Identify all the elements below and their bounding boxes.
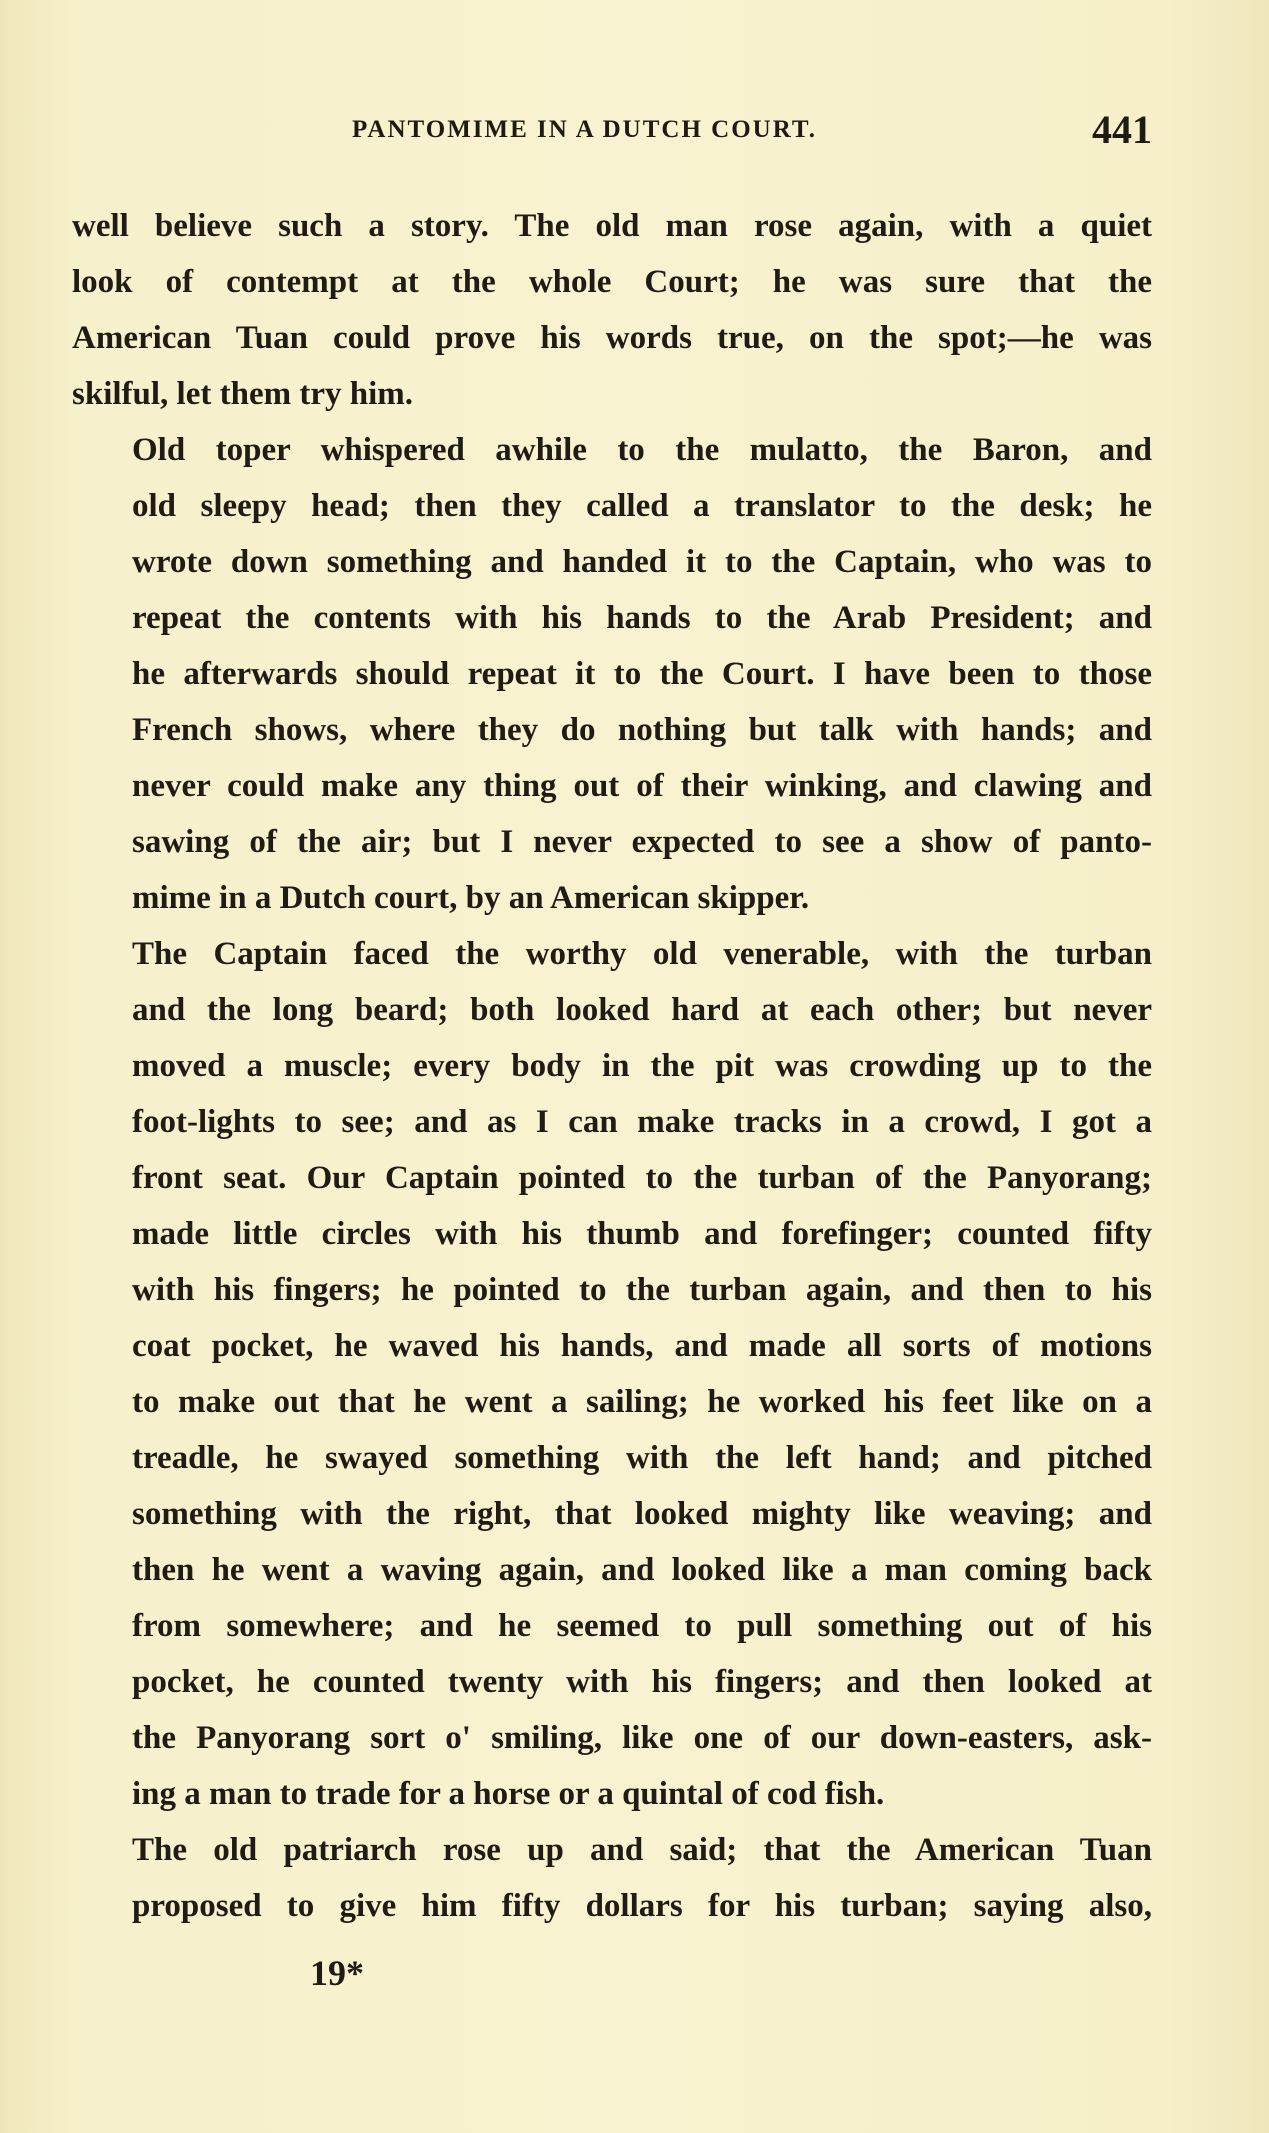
text-line: well believe such a story. The old man rose again, with a quiet xyxy=(72,208,1152,244)
text-line: he afterwards should repeat it to the Court. I have been to those xyxy=(132,656,1152,692)
text-line: French shows, where they do nothing but talk with hands; and xyxy=(132,712,1152,748)
text-line: then he went a waving again, and looked like a man coming back xyxy=(132,1552,1152,1588)
text-line: never could make any thing out of their winking, and clawing and xyxy=(132,768,1152,804)
text-line: coat pocket, he waved his hands, and made all sorts of motions xyxy=(132,1328,1152,1364)
paragraph-4 xyxy=(72,1822,1152,1934)
running-head: PANTOMIME IN A DUTCH COURT. xyxy=(352,116,817,143)
text-line: from somewhere; and he seemed to pull something out of his xyxy=(132,1608,1152,1644)
text-line: the Panyorang sort o' smiling, like one of our down-easters, ask- xyxy=(132,1720,1152,1756)
text-line: The Captain faced the worthy old venerable, with the turban xyxy=(132,936,1152,972)
signature-mark: 19* xyxy=(310,1953,364,1993)
text-line: treadle, he swayed something with the left hand; and pitched xyxy=(132,1440,1152,1476)
text-line: repeat the contents with his hands to the Arab President; and xyxy=(132,600,1152,636)
text-line: The old patriarch rose up and said; that the American Tuan xyxy=(132,1832,1152,1868)
text-line: pocket, he counted twenty with his fingers; and then looked at xyxy=(132,1664,1152,1700)
text-line: proposed to give him fifty dollars for his turban; saying also, xyxy=(132,1888,1152,1924)
text-line: American Tuan could prove his words true, on the spot;—he was xyxy=(72,320,1152,356)
text-line: skilful, let them try him. xyxy=(72,376,413,412)
text-line: mime in a Dutch court, by an American skipper. xyxy=(132,880,810,916)
page-header xyxy=(72,106,1152,156)
text-line: something with the right, that looked mighty like weaving; and xyxy=(132,1496,1152,1532)
text-line: with his fingers; he pointed to the turban again, and then to his xyxy=(132,1272,1152,1308)
paragraph-1 xyxy=(72,198,1152,422)
page-number: 441 xyxy=(1092,107,1152,152)
text-line: sawing of the air; but I never expected to see a show of panto- xyxy=(132,824,1152,860)
text-line: Old toper whispered awhile to the mulatto, the Baron, and xyxy=(132,432,1152,468)
text-line: made little circles with his thumb and forefinger; counted fifty xyxy=(132,1216,1152,1252)
body-text xyxy=(72,198,1152,1934)
text-line: moved a muscle; every body in the pit was crowding up to the xyxy=(132,1048,1152,1084)
text-line: foot-lights to see; and as I can make tracks in a crowd, I got a xyxy=(132,1104,1152,1140)
text-line: front seat. Our Captain pointed to the turban of the Panyorang; xyxy=(132,1160,1152,1196)
text-line: to make out that he went a sailing; he worked his feet like on a xyxy=(132,1384,1152,1420)
text-line: look of contempt at the whole Court; he was sure that the xyxy=(72,264,1152,300)
text-line: ing a man to trade for a horse or a quintal of cod fish. xyxy=(132,1776,885,1812)
text-line: and the long beard; both looked hard at each other; but never xyxy=(132,992,1152,1028)
text-line: old sleepy head; then they called a translator to the desk; he xyxy=(132,488,1152,524)
paragraph-3 xyxy=(72,926,1152,1822)
text-line: wrote down something and handed it to the Captain, who was to xyxy=(132,544,1152,580)
paragraph-2 xyxy=(72,422,1152,926)
